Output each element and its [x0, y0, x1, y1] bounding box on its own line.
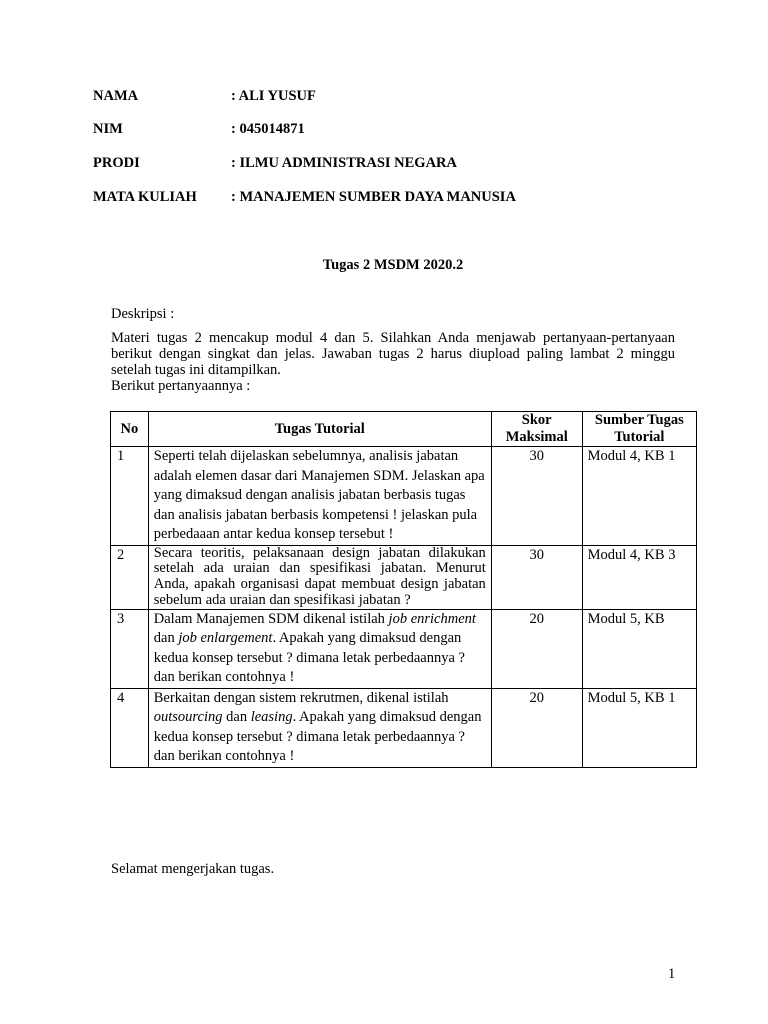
header-task: Tugas Tutorial	[148, 412, 491, 447]
row-no: 1	[111, 447, 149, 546]
table-header-row	[111, 412, 697, 447]
description-block	[111, 306, 675, 394]
table-row	[111, 545, 697, 609]
row-source: Modul 5, KB	[582, 609, 696, 688]
task-term: outsourcing	[153, 709, 223, 726]
row-score: 30	[491, 447, 582, 546]
table-row	[111, 609, 697, 688]
row-task: Seperti telah dijelaskan sebelumnya, analisis jabatan adalah elemen dasar dari Manajemen SDM. Jelaskan apa yang dimaksud dengan analisis jabatan berbasis tugas dan analisis jabatan berbasis kompetensi ! jelaskan pula perbedaaan antar kedua konsep tersebut !	[148, 447, 491, 546]
task-term: job enrichment	[388, 610, 476, 627]
row-score: 30	[491, 545, 582, 609]
header-score-line2: Maksimal	[505, 429, 568, 445]
header-source-line2: Tutorial	[614, 429, 665, 445]
task-text: Dalam Manajemen SDM dikenal istilah	[153, 610, 389, 627]
row-source: Modul 4, KB 1	[582, 447, 696, 546]
task-term: leasing	[250, 709, 293, 726]
row-source: Modul 4, KB 3	[582, 545, 696, 609]
header-source-line1: Sumber Tugas	[594, 412, 684, 428]
header-score-line1: Skor	[521, 412, 552, 428]
header-score	[491, 412, 582, 447]
row-no: 4	[111, 688, 149, 767]
task-table	[110, 411, 697, 768]
task-text: Berkaitan dengan sistem rekrutmen, dikenal istilah	[153, 689, 449, 706]
row-no: 3	[111, 609, 149, 688]
row-score: 20	[491, 688, 582, 767]
identity-label: MATA KULIAH	[93, 189, 197, 205]
task-text: dan	[153, 630, 179, 647]
task-text: . Apakah yang dimaksud dengan kedua konsep tersebut ? dimana letak perbedaannya ? dan berikan contohnya !	[153, 630, 465, 686]
identity-label: PRODI	[93, 155, 140, 171]
page-number: 1	[668, 966, 676, 982]
closing-text: Selamat mengerjakan tugas.	[111, 861, 275, 877]
identity-label: NIM	[93, 121, 123, 137]
identity-value: : ILMU ADMINISTRASI NEGARA	[231, 155, 457, 171]
header-source	[582, 412, 696, 447]
description-heading: Deskripsi :	[111, 306, 175, 322]
identity-label: NAMA	[93, 88, 139, 104]
identity-value: : ALI YUSUF	[231, 88, 316, 104]
description-body: Materi tugas 2 mencakup modul 4 dan 5. Silahkan Anda menjawab pertanyaan-pertanyaan berikut dengan singkat dan jelas. Jawaban tugas 2 harus diupload paling lambat 2 minggu setelah tugas ini ditampilkan.	[111, 330, 675, 378]
identity-value: : 045014871	[231, 121, 305, 137]
row-task: Secara teoritis, pelaksanaan design jabatan dilakukan setelah ada uraian dan spesifikasi jabatan. Menurut Anda, apakah organisasi dapat membuat design jabatan sebelum ada uraian dan spesifikasi jabatan ?	[148, 545, 491, 609]
row-source: Modul 5, KB 1	[582, 688, 696, 767]
row-no: 2	[111, 545, 149, 609]
document-title: Tugas 2 MSDM 2020.2	[322, 257, 464, 273]
description-lead: Berikut pertanyaannya :	[111, 378, 251, 394]
row-task	[148, 688, 491, 767]
table-row	[111, 447, 697, 546]
task-term: job enlargement	[178, 630, 273, 647]
task-text: . Apakah yang dimaksud dengan kedua konsep tersebut ? dimana letak perbedaannya ? dan berikan contohnya !	[153, 709, 482, 765]
task-text: dan	[222, 709, 251, 726]
table-row	[111, 688, 697, 767]
row-score: 20	[491, 609, 582, 688]
identity-value: : MANAJEMEN SUMBER DAYA MANUSIA	[231, 189, 516, 205]
header-no: No	[111, 412, 149, 447]
row-task	[148, 609, 491, 688]
